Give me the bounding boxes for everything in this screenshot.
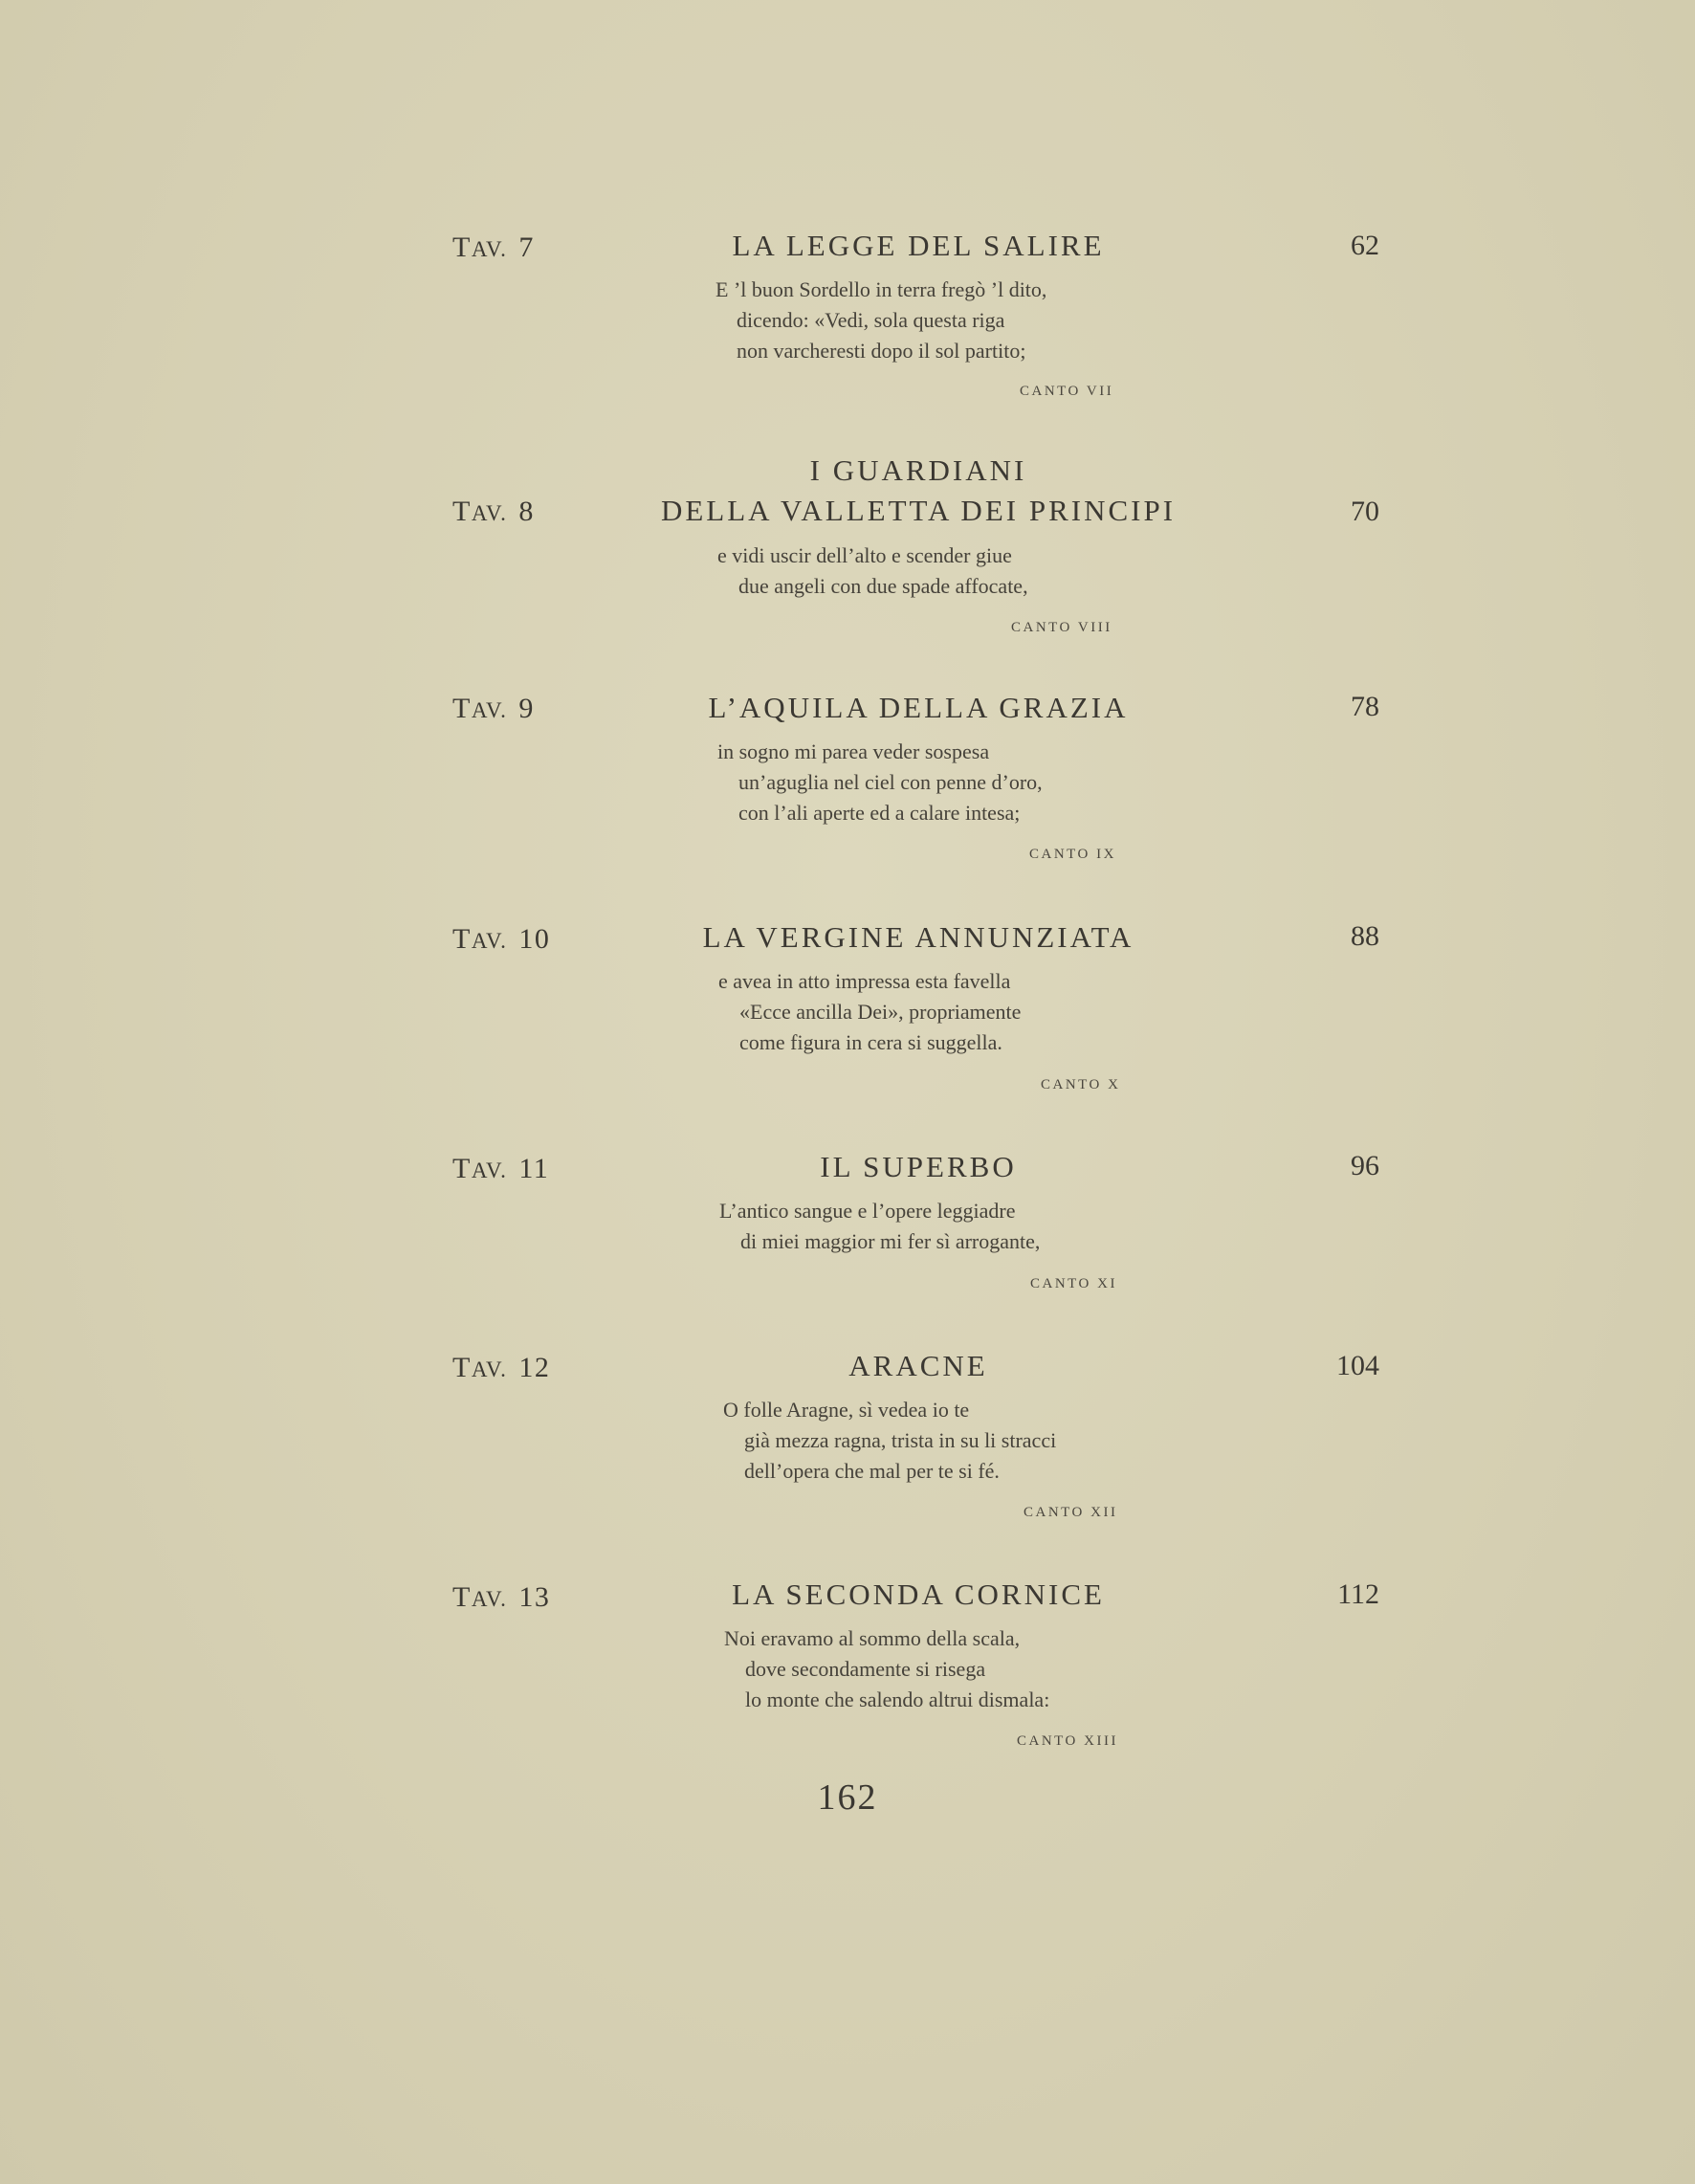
- canto-reference: CANTO VII: [1020, 384, 1114, 399]
- verse-quote: e avea in atto impressa esta favella «Ecce ancilla Dei», propriamente come figura in cera si suggella.: [718, 969, 1022, 1054]
- canto-reference: CANTO XI: [1030, 1276, 1117, 1291]
- plate-title: ARACNE: [848, 1349, 988, 1382]
- page-number: 112: [1337, 1578, 1379, 1610]
- page-number: 78: [1351, 691, 1379, 722]
- plate-label: TAV. 12: [452, 1352, 551, 1383]
- page-number: 62: [1351, 230, 1379, 261]
- verse-quote: E ’l buon Sordello in terra fregò ’l dito, dicendo: «Vedi, sola questa riga non varcheresti dopo il sol partito;: [715, 277, 1047, 363]
- verse-quote: Noi eravamo al sommo della scala, dove secondamente si risega lo monte che salendo altrui dismala:: [724, 1626, 1050, 1711]
- plate-title: LA LEGGE DEL SALIRE: [732, 229, 1105, 262]
- plate-title: IL SUPERBO: [820, 1150, 1017, 1183]
- verse-quote: O folle Aragne, sì vedea io te già mezza ragna, trista in su li stracci dell’opera che mal per te si fé.: [723, 1398, 1057, 1483]
- plate-label: TAV. 9: [452, 693, 535, 724]
- plate-label: TAV. 10: [452, 923, 551, 955]
- page-number: 70: [1351, 496, 1379, 527]
- page-number: 104: [1336, 1350, 1379, 1381]
- page-number: 88: [1351, 920, 1379, 952]
- plate-label: TAV. 11: [452, 1153, 550, 1184]
- verse-quote: e vidi uscir dell’alto e scender giue due angeli con due spade affocate,: [717, 543, 1028, 598]
- canto-reference: CANTO XII: [1024, 1505, 1118, 1520]
- page-number: 96: [1351, 1150, 1379, 1181]
- plate-title: LA SECONDA CORNICE: [732, 1577, 1105, 1611]
- plate-label: TAV. 7: [452, 232, 535, 263]
- canto-reference: CANTO VIII: [1011, 620, 1112, 635]
- plate-title: L’AQUILA DELLA GRAZIA: [708, 691, 1129, 724]
- folio-number: 162: [817, 1777, 878, 1818]
- plate-title: I GUARDIANI DELLA VALLETTA DEI PRINCIPI: [660, 453, 1177, 527]
- canto-reference: CANTO IX: [1029, 847, 1116, 862]
- plate-label: TAV. 8: [452, 496, 535, 527]
- canto-reference: CANTO X: [1041, 1077, 1121, 1092]
- verse-quote: L’antico sangue e l’opere leggiadre di miei maggior mi fer sì arrogante,: [719, 1199, 1041, 1253]
- plate-label: TAV. 13: [452, 1581, 551, 1613]
- canto-reference: CANTO XIII: [1017, 1733, 1118, 1749]
- verse-quote: in sogno mi parea veder sospesa un’aguglia nel ciel con penne d’oro, con l’ali aperte ed a calare intesa;: [717, 739, 1043, 825]
- plate-title: LA VERGINE ANNUNZIATA: [702, 920, 1134, 954]
